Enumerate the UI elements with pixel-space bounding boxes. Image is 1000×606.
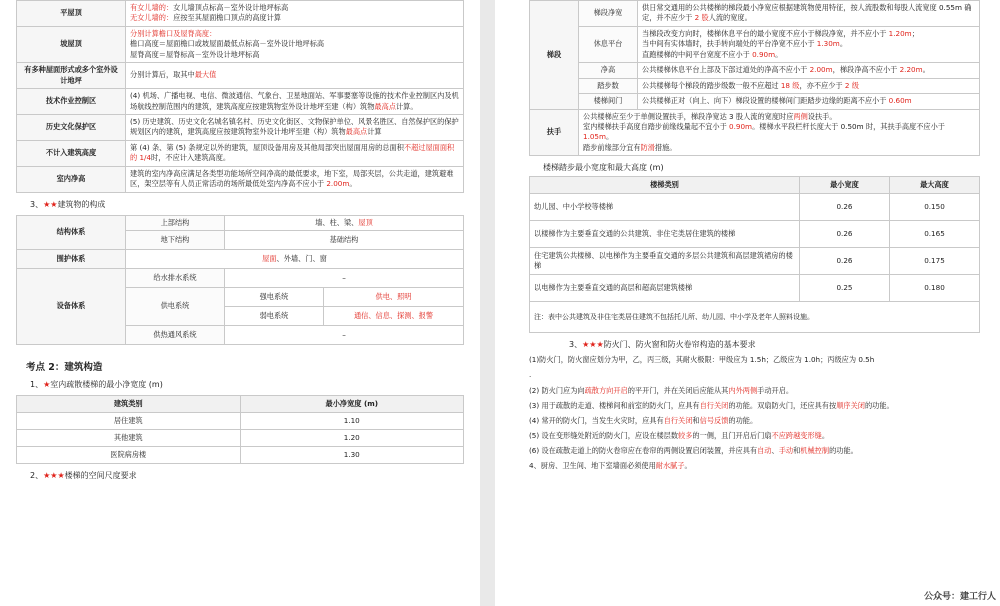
body-text: 应按至其屋面檐口顶点的高度计算 xyxy=(173,13,281,23)
row-content xyxy=(638,26,980,62)
body-text: 。楼梯水平段栏杆长度大于 0.50m 时，其扶手高度不应小于 xyxy=(752,121,945,131)
section-number: 3、 xyxy=(30,199,44,209)
paragraph xyxy=(529,460,980,471)
body-text: 。 xyxy=(775,49,783,59)
highlight-text: 信号反馈 xyxy=(699,415,729,425)
table-cell: 1.30 xyxy=(240,447,464,464)
body-text: 公共楼梯正对（向上、向下）梯段设置的楼梯间门距踏步边缘的距离不应小于 xyxy=(642,96,889,106)
column-header: 最小净宽度 (m) xyxy=(240,396,464,413)
stair-step-table xyxy=(529,176,980,333)
table-cell: 住宅建筑公共楼梯、以电梯作为主要垂直交通的多层公共建筑和高层建筑裙房的楼梯 xyxy=(530,248,800,275)
table-row xyxy=(530,248,980,275)
body-text: 踏步前缘部分宜有 xyxy=(583,142,641,152)
row-label: 有多种屋面形式或多个室外设计地坪 xyxy=(17,63,126,89)
fire-door-paragraphs xyxy=(529,354,980,471)
table-cell: 0.26 xyxy=(800,194,890,221)
highlight-text: 1.30m xyxy=(816,39,840,49)
body-text: 计算 xyxy=(367,127,382,137)
stair-width-table xyxy=(16,395,464,464)
section-title: 防火门、防火窗和防火卷帘构造的基本要求 xyxy=(603,340,756,350)
column-header: 楼梯类别 xyxy=(530,177,800,194)
body-text: (6) 设在疏散走道上的防火卷帘应在卷帘的两侧设置启闭装置，并应具有 xyxy=(529,446,758,456)
body-text: 。 xyxy=(349,179,357,189)
body-text: 供日常交通用的公共楼梯的梯段最小净宽应根据建筑物使用特征，按人流股数和每股人流宽度 0.55m 确定，并不应少于 xyxy=(642,3,972,23)
highlight-text: 0.90m xyxy=(729,121,753,131)
highlight-text: 疏散方向开启 xyxy=(584,385,628,395)
highlight-text: 最高点 xyxy=(345,127,368,137)
table-cell: 0.175 xyxy=(889,248,979,275)
sub-label: 楼梯间门 xyxy=(579,94,638,109)
table-cell: 1.20 xyxy=(240,430,464,447)
importance-stars: ★★★ xyxy=(582,340,604,350)
table-row xyxy=(530,94,980,109)
body-text: (4) 机场、广播电视、电信、微波通信、气象台、卫星地面站、军事要塞等设施的技术作业控制区内及机场航线控制范围内的建筑，建筑高度应按建筑物室外设计地坪至建（构）筑物 xyxy=(130,91,459,111)
stair-requirements-table xyxy=(529,0,980,156)
row-label: 平屋顶 xyxy=(17,1,126,27)
column-header: 最小宽度 xyxy=(800,177,890,194)
building-composition-table xyxy=(16,215,464,345)
section-fire-door xyxy=(569,339,980,350)
paragraph xyxy=(529,354,980,365)
table-cell: 居住建筑 xyxy=(17,413,241,430)
body-text: 、 xyxy=(771,446,779,456)
section-number: 2、 xyxy=(30,471,44,480)
section-number: 1、 xyxy=(30,380,44,389)
table-row xyxy=(530,78,980,93)
body-text: 计算。 xyxy=(395,101,418,111)
body-text: 室内楼梯扶手高度自踏步前缘线量起不宜小于 xyxy=(583,121,730,131)
body-text: 4、厨房、卫生间、地下室墙面必须使用 xyxy=(529,461,656,471)
body-text: 分别计算后，取其中 xyxy=(130,70,195,80)
highlight-text: 自行关闭 xyxy=(699,400,729,410)
body-text: (1)防火门，防火窗应划分为甲，乙，丙三级，其耐火极限：甲级应为 1.5h；乙级应为 1.0h；丙级应为 0.5h xyxy=(529,355,875,365)
body-text: 公共楼梯休息平台上部及下部过道处的净高不应小于 xyxy=(642,65,810,75)
sub-label: 给水排水系统 xyxy=(126,269,225,288)
row-label: 技术作业控制区 xyxy=(17,89,126,115)
body-text: 的功能。 xyxy=(864,400,894,410)
body-text: 当梯段改变方向时，楼梯休息平台的最小宽度不应小于梯段净宽，并不应小于 xyxy=(642,28,889,38)
highlight-text: 自行关闭 xyxy=(663,415,693,425)
table-cell: 幼儿园、中小学校等楼梯 xyxy=(530,194,800,221)
section-stair-space xyxy=(30,470,464,481)
paragraph xyxy=(529,415,980,426)
highlight-text: 最高点 xyxy=(374,101,396,111)
row-content xyxy=(638,1,980,27)
table-cell: 0.165 xyxy=(889,221,979,248)
sub-label: 强电系统 xyxy=(225,288,324,307)
body-text: 檐口高度＝屋面檐口或坡屋面最低点标高－室外设计地坪标高 xyxy=(130,39,325,49)
column-header: 建筑类别 xyxy=(17,396,241,413)
table-row xyxy=(17,26,464,62)
body-text: . xyxy=(529,370,532,380)
row-content xyxy=(126,140,464,166)
body-text: ，梯段净高不应小于 xyxy=(832,65,900,75)
row-content xyxy=(126,114,464,140)
body-text: 。 xyxy=(684,461,692,471)
highlight-text: 有女儿墙的： xyxy=(130,3,174,12)
cell-value: – xyxy=(225,269,464,288)
cell-value: 供电、照明 xyxy=(324,288,464,307)
section-title: 建筑物的构成 xyxy=(57,199,106,209)
highlight-text: 2.20m xyxy=(899,65,923,75)
sub-label: 休息平台 xyxy=(579,26,638,62)
sub-label: 供热通风系统 xyxy=(126,326,225,345)
table-cell: 0.25 xyxy=(800,275,890,302)
importance-stars: ★ xyxy=(43,380,51,389)
highlight-text: 1.05m xyxy=(583,132,607,142)
row-label: 梯段 xyxy=(530,1,579,110)
body-text: 当中间有实体墙时，扶手转向端处的平台净宽不应小于 xyxy=(642,39,817,49)
row-label: 设备体系 xyxy=(17,269,126,345)
body-text: 直跑楼梯的中间平台宽度不应小于 xyxy=(642,49,753,59)
exam-point-heading: 考点 2：建筑构造 xyxy=(26,362,103,373)
row-content xyxy=(126,63,464,89)
highlight-text: 2 级 xyxy=(844,80,859,90)
paragraph xyxy=(529,400,980,411)
row-content xyxy=(126,89,464,115)
body-text: 。 xyxy=(922,65,930,75)
highlight-text: 2.00m xyxy=(809,65,833,75)
highlight-text: 手动 xyxy=(778,446,794,456)
highlight-text: 1.20m xyxy=(888,28,912,38)
body-text: 。 xyxy=(821,431,830,441)
body-text: 建筑的室内净高应满足各类型功能场所空间净高的最低要求，地下室，局部夹层，公共走道，建筑避难区，架空层等有人员正常活动的场所最低处室内净高不应小于 xyxy=(130,168,454,189)
highlight-text: 0.60m xyxy=(888,96,912,106)
table-row xyxy=(17,114,464,140)
table-row xyxy=(530,275,980,302)
cell-value: 屋面、外墙、门、窗 xyxy=(126,250,464,269)
row-label: 围护体系 xyxy=(17,250,126,269)
highlight-text: 内外两侧 xyxy=(728,385,758,395)
table-cell: 以电梯作为主要垂直交通的高层和超高层建筑楼梯 xyxy=(530,275,800,302)
row-label: 历史文化保护区 xyxy=(17,114,126,140)
body-text: 手动开启。 xyxy=(757,385,794,395)
cell-value: 墙、柱、梁、屋顶 xyxy=(225,215,464,230)
body-text: 设扶手。 xyxy=(807,111,837,121)
table-cell: 医院病房楼 xyxy=(17,447,241,464)
body-text: 的平开门，并在关闭后应能从其 xyxy=(627,385,729,395)
highlight-text: 自动 xyxy=(757,446,772,456)
cell-value: 通信、信息、探测、报警 xyxy=(324,307,464,326)
section-title: 楼梯的空间尺度要求 xyxy=(64,471,137,480)
body-text: 措施。 xyxy=(654,142,677,152)
body-text: 的一侧，且门开启后门扇 xyxy=(692,431,772,441)
body-text: 和 xyxy=(692,415,700,425)
table-row xyxy=(17,413,464,430)
highlight-text: 2 股 xyxy=(694,13,709,23)
highlight-text: 最大值 xyxy=(194,70,217,80)
body-text: 。 xyxy=(606,132,614,142)
sub-label: 上部结构 xyxy=(126,215,225,230)
cell-value: – xyxy=(225,326,464,345)
highlight-text: 较多 xyxy=(678,431,693,441)
table-row xyxy=(17,430,464,447)
table-row xyxy=(17,140,464,166)
sub-label: 弱电系统 xyxy=(225,307,324,326)
body-text: 的功能。 xyxy=(829,446,858,456)
importance-stars: ★★★ xyxy=(43,471,65,480)
sub-label: 净高 xyxy=(579,63,638,78)
body-text: 屋脊高度＝屋脊标高－室外设计地坪标高 xyxy=(130,49,260,59)
sub-label: 地下结构 xyxy=(126,231,225,250)
right-page xyxy=(495,0,1000,606)
body-text: 。 xyxy=(839,39,848,49)
body-text: 女儿墙顶点标高－室外设计地坪标高 xyxy=(173,3,289,12)
highlight-text: 0.90m xyxy=(752,49,776,59)
row-content xyxy=(126,166,464,192)
table-row xyxy=(530,1,980,27)
table-row xyxy=(17,63,464,89)
stair-step-table-title: 楼梯踏步最小宽度和最大高度 (m) xyxy=(543,163,664,173)
row-label: 坡屋顶 xyxy=(17,26,126,62)
body-text: 的功能。 xyxy=(728,415,758,425)
highlight-text: 不应跨越变形缝 xyxy=(771,431,822,441)
table-row xyxy=(530,26,980,62)
table-cell: 0.26 xyxy=(800,248,890,275)
sub-label: 踏步数 xyxy=(579,78,638,93)
cell-value: 基础结构 xyxy=(225,231,464,250)
table-cell: 以楼梯作为主要垂直交通的公共建筑、非住宅类居住建筑的楼梯 xyxy=(530,221,800,248)
body-text: 时，不应计入建筑高度。 xyxy=(151,153,231,163)
highlight-text: 顺序关闭 xyxy=(836,400,865,410)
paragraph xyxy=(529,385,980,396)
footer-account: 公众号：建工行人 xyxy=(923,592,996,602)
table-row xyxy=(530,109,980,156)
paragraph xyxy=(529,369,980,380)
row-content xyxy=(638,94,980,109)
sub-label: 供电系统 xyxy=(126,288,225,326)
highlight-text: 2.00m xyxy=(326,179,350,189)
table-row xyxy=(17,447,464,464)
column-header: 最大高度 xyxy=(889,177,979,194)
body-text: (3) 用于疏散的走道、楼梯间和前室的防火门，应具有 xyxy=(529,400,700,410)
row-content xyxy=(126,1,464,27)
section-building-composition xyxy=(30,199,464,210)
body-text: (5) 历史建筑、历史文化名城名镇名村、历史文化街区、文物保护单位、风景名胜区、自然保护区的保护规划区内的建筑，建筑高度应按建筑物室外设计地坪至建（构）筑物 xyxy=(130,116,459,137)
row-content xyxy=(638,63,980,78)
highlight-text: 两侧 xyxy=(793,111,808,121)
table-row xyxy=(17,1,464,27)
table-cell: 0.26 xyxy=(800,221,890,248)
body-text: 第 (4) 条、第 (5) 条规定以外的建筑，屋顶设备用房及其他局部突出屋面用房的总面积 xyxy=(130,142,404,152)
building-height-table xyxy=(16,0,464,193)
left-page xyxy=(0,0,480,606)
body-text: (4) 常开的防火门，当发生火灾时，应具有 xyxy=(529,415,664,425)
table-cell: 0.180 xyxy=(889,275,979,302)
table-row xyxy=(17,89,464,115)
highlight-text: 分别计算檐口及屋脊高度： xyxy=(130,28,217,38)
highlight-text: 无女儿墙的： xyxy=(130,13,174,23)
row-content xyxy=(579,109,980,156)
row-content xyxy=(126,26,464,62)
body-text: (2) 防火门应为向 xyxy=(529,385,585,395)
section-number: 3、 xyxy=(569,340,583,350)
row-label: 结构体系 xyxy=(17,215,126,249)
section-title: 室内疏散楼梯的最小净宽度 (m) xyxy=(50,380,163,389)
row-label: 不计入建筑高度 xyxy=(17,140,126,166)
highlight-text: 机械控制 xyxy=(800,446,830,456)
sub-label: 梯段净宽 xyxy=(579,1,638,27)
paragraph xyxy=(529,430,980,441)
highlight-text: 耐水腻子 xyxy=(655,461,685,471)
body-text: 公共楼梯每个梯段的踏步级数一般不应超过 xyxy=(642,80,781,90)
paragraph xyxy=(529,445,980,456)
body-text: 人流的宽度。 xyxy=(708,13,752,23)
highlight-text: 不超过屋面面积的 1/4 xyxy=(130,142,455,163)
table-cell: 1.10 xyxy=(240,413,464,430)
highlight-text: 防滑 xyxy=(640,142,655,152)
table-cell: 其他建筑 xyxy=(17,430,241,447)
body-text: 公共楼梯应至少于单侧设置扶手，梯段净宽达 3 股人流的宽度时应 xyxy=(583,111,794,121)
row-content xyxy=(638,78,980,93)
table-row xyxy=(530,194,980,221)
table-row xyxy=(17,166,464,192)
body-text: ，亦不应少于 xyxy=(799,80,845,90)
table-row xyxy=(530,63,980,78)
section-stair-width xyxy=(30,379,464,390)
table-cell: 0.150 xyxy=(889,194,979,221)
body-text: (5) 设在变形缝处附近的防火门，应设在楼层数 xyxy=(529,431,679,441)
table-row xyxy=(530,221,980,248)
body-text: ； xyxy=(911,28,919,38)
row-label: 室内净高 xyxy=(17,166,126,192)
importance-stars: ★★ xyxy=(43,199,58,209)
highlight-text: 18 级 xyxy=(780,80,800,90)
table-note: 注：表中公共建筑及非住宅类居住建筑不包括托儿所、幼儿园、中小学及老年人照料设施。 xyxy=(530,302,980,333)
body-text: 和 xyxy=(793,446,801,456)
body-text: 的功能。双扇防火门，还应具有按 xyxy=(728,400,837,410)
row-label: 扶手 xyxy=(530,109,579,156)
